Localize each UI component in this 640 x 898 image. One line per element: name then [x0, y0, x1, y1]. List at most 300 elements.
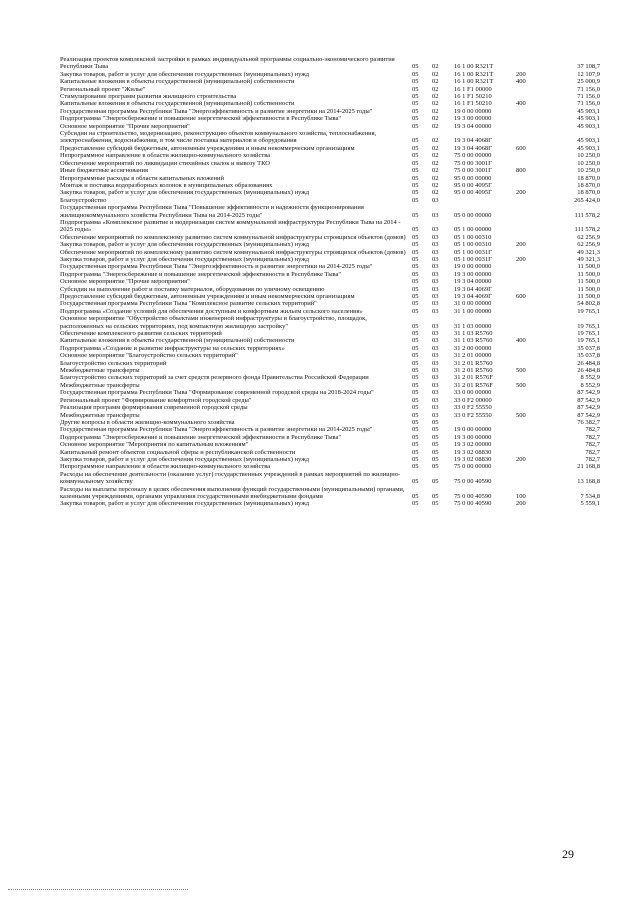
table-row [60, 167, 600, 174]
row-subsection: 05 [432, 426, 439, 434]
row-target-article: 16 1 F1 00000 [454, 85, 492, 93]
row-expense-type: 400 [516, 100, 526, 108]
row-section: 05 [412, 196, 419, 204]
row-name: Основное мероприятие "Обустройство объектами инженерной инфраструктуры и благоустройство, площадок, расположенных на сельских территориях, под компактную жилищную застройку" [60, 315, 367, 330]
row-target-article: 31 2 01 R576F [454, 381, 493, 389]
row-section: 05 [412, 418, 419, 426]
row-target-article: 19 0 00 00000 [454, 426, 492, 434]
row-name: Монтаж и поставка водоразборных колонок в муниципальных образованиях [60, 181, 273, 189]
table-row [60, 241, 600, 248]
table-row [60, 449, 600, 456]
row-section: 05 [412, 307, 419, 315]
row-section: 05 [412, 367, 419, 375]
row-amount: 782,7 [585, 448, 600, 456]
row-subsection: 03 [432, 255, 439, 263]
row-expense-type: 200 [516, 455, 526, 463]
row-amount: 54 802,8 [577, 300, 600, 308]
row-name: Капитальные вложения в объекты государственной (муниципальной) собственности [60, 100, 295, 108]
row-target-article: 05 1 00 00310 [454, 233, 492, 241]
row-expense-type: 600 [516, 293, 526, 300]
row-amount: 11 500,0 [577, 270, 600, 278]
table-row [60, 145, 600, 152]
row-amount: 782,7 [585, 433, 600, 441]
row-amount: 8 552,9 [580, 381, 600, 389]
row-name: Субсидии на строительство, модернизацию, реконструкцию объектов коммунального хозяйства, теплоснабжения, электроснабжения, водоснабжения, в том числе поставка материалов и оборудования [60, 130, 377, 145]
table-row [60, 160, 600, 167]
row-expense-type [516, 86, 544, 93]
row-target-article: 31 2 01 R5760 [454, 367, 493, 375]
row-amount: 13 168,8 [577, 478, 600, 486]
row-name: Основное мероприятие "Благоустройство сельских территорий" [60, 352, 238, 360]
budget-page [60, 56, 600, 508]
row-target-article [454, 197, 516, 204]
row-expense-type [516, 463, 544, 470]
row-name: Обеспечение мероприятий по комплексному развитию систем коммунальной инфраструктуры строящихся объектов (домов) [60, 248, 406, 256]
row-subsection: 05 [432, 448, 439, 456]
row-section: 05 [412, 107, 419, 115]
row-name: Благоустройство [60, 196, 107, 204]
row-expense-type [516, 160, 544, 167]
table-row [60, 108, 600, 115]
row-section: 05 [412, 144, 419, 152]
row-amount: 11 500,0 [577, 293, 600, 300]
row-subsection: 03 [432, 233, 439, 241]
table-row [60, 123, 600, 130]
row-amount: 12 107,9 [577, 70, 600, 78]
row-expense-type [516, 175, 544, 182]
row-name: Государственная программа Республики Тыва "Формирование современной городской среды на 2018-2024 годы" [60, 389, 374, 397]
row-name: Государственная программа Республики Тыва "Комплексное развитие сельских территорий" [60, 300, 317, 308]
row-amount: 18 870,0 [577, 174, 600, 182]
row-target-article: 31 1 03 R5760 [454, 330, 493, 338]
table-row [60, 463, 600, 470]
row-target-article: 19 3 02 08830 [454, 455, 492, 463]
row-target-article: 05 1 00 00000 [454, 226, 492, 234]
row-expense-type: 200 [516, 500, 526, 508]
row-target-article: 19 3 04 4068Г [454, 144, 492, 152]
table-row [60, 204, 600, 219]
row-section: 05 [412, 374, 419, 382]
row-subsection: 02 [432, 137, 439, 145]
row-name: Закупка товаров, работ и услуг для обеспечения государственных (муниципальных) нужд [60, 455, 310, 463]
row-amount: 19 765,1 [577, 322, 600, 330]
row-section: 05 [412, 167, 419, 175]
table-row [60, 197, 600, 204]
budget-table [60, 56, 600, 508]
row-section: 05 [412, 285, 419, 293]
row-subsection: 03 [432, 263, 439, 271]
row-subsection: 02 [432, 189, 439, 197]
row-amount: 45 903,1 [577, 144, 600, 152]
row-subsection: 03 [432, 367, 439, 375]
row-expense-type [516, 56, 544, 71]
row-expense-type: 200 [516, 189, 526, 197]
row-section: 05 [412, 270, 419, 278]
row-amount: 45 903,1 [577, 115, 600, 123]
table-row [60, 404, 600, 411]
row-subsection: 02 [432, 93, 439, 101]
row-section: 05 [412, 278, 419, 286]
table-row [60, 300, 600, 307]
table-row [60, 263, 600, 270]
row-target-article: 33 0 00 00000 [454, 389, 492, 397]
row-subsection: 03 [432, 359, 439, 367]
table-row [60, 249, 600, 256]
table-row [60, 441, 600, 448]
row-amount: 71 156,0 [577, 100, 600, 108]
row-expense-type [516, 234, 544, 241]
row-subsection: 03 [432, 278, 439, 286]
table-row [60, 78, 600, 85]
table-row [60, 419, 600, 426]
row-expense-type [516, 426, 544, 433]
row-expense-type [516, 93, 544, 100]
row-expense-type [516, 449, 544, 456]
row-target-article: 05 1 00 0031Г [454, 248, 492, 256]
row-name: Расходы на выплаты персоналу в целях обеспечения выполнения функций государственными (муниципальными) органами, казенными учреждениями, органами управления государственными внебюджетными фондами [60, 485, 405, 500]
row-expense-type [516, 471, 544, 486]
row-name: Расходы на обеспечение деятельности (оказание услуг) государственных учреждений в рамках мероприятий по жилищно-коммунальному хозяйству [60, 470, 401, 486]
row-expense-type: 500 [516, 367, 526, 375]
row-target-article: 16 1 00 R321T [454, 70, 494, 78]
row-subsection: 02 [432, 144, 439, 152]
row-section: 05 [412, 181, 419, 189]
row-expense-type [516, 345, 544, 352]
table-row [60, 382, 600, 389]
row-target-article: 31 1 00 00000 [454, 307, 492, 315]
table-row [60, 471, 600, 486]
table-row [60, 286, 600, 293]
row-expense-type [516, 404, 544, 411]
row-target-article: 75 0 00 40590 [454, 500, 492, 508]
row-name: Реализация проектов комплексной застройки в рамках индивидуальной программы социально-экономического развития Республики Тыва [60, 56, 395, 71]
row-amount: 87 542,9 [577, 396, 600, 404]
row-target-article: 75 0 00 40590 [454, 492, 492, 500]
table-row [60, 152, 600, 159]
row-section: 05 [412, 174, 419, 182]
row-name: Государственная программа Республики Тыва "Повышение эффективности и надежности функционирования жилищнокоммунального хозяйства Республики Тыва на 2014-2025 годы" [60, 204, 364, 219]
row-section: 05 [412, 100, 419, 108]
row-name: Основное мероприятие "Мероприятия по капитальным вложениям" [60, 441, 249, 449]
row-expense-type [516, 389, 544, 396]
row-expense-type [516, 130, 544, 145]
row-target-article: 16 1 F1 50210 [454, 93, 492, 101]
table-row [60, 189, 600, 196]
row-name: Основное мероприятие "Прочие мероприятия" [60, 122, 190, 130]
row-expense-type [516, 374, 544, 381]
row-expense-type [516, 204, 544, 219]
row-section: 05 [412, 211, 419, 219]
row-amount: 8 552,9 [580, 374, 600, 382]
row-name: Предоставление субсидий бюджетным, автономным учреждениям и иным некоммерческим организациям [60, 293, 355, 300]
table-row [60, 271, 600, 278]
row-expense-type [516, 397, 544, 404]
row-target-article: 19 3 04 00000 [454, 122, 492, 130]
table-row [60, 500, 600, 507]
row-section: 05 [412, 226, 419, 234]
row-subsection: 03 [432, 241, 439, 249]
row-section: 05 [412, 433, 419, 441]
row-name: Основное мероприятие "Прочие мероприятия" [60, 278, 190, 286]
row-subsection: 03 [432, 226, 439, 234]
table-row [60, 352, 600, 359]
row-name: Закупка товаров, работ и услуг для обеспечения государственных (муниципальных) нужд [60, 70, 310, 78]
row-subsection: 05 [432, 433, 439, 441]
table-row [60, 330, 600, 337]
row-section: 05 [412, 293, 419, 300]
row-expense-type [516, 315, 544, 330]
row-section: 05 [412, 492, 419, 500]
row-section: 05 [412, 300, 419, 308]
row-target-article: 05 1 00 0031Г [454, 255, 492, 263]
row-name: Реализация программ формирования современной городской среды [60, 404, 248, 412]
row-expense-type [516, 115, 544, 122]
row-name: Межбюджетные трансферты [60, 411, 140, 419]
row-amount: 10 250,0 [577, 159, 600, 167]
row-expense-type: 200 [516, 70, 526, 78]
row-target-article: 19 3 02 08830 [454, 448, 492, 456]
row-name: Непрограммное направление в области жилищно-коммунального хозяйства [60, 152, 271, 160]
row-target-article: 33 0 F2 55550 [454, 411, 492, 419]
row-expense-type [516, 434, 544, 441]
page-number: 29 [562, 847, 574, 861]
table-row [60, 397, 600, 404]
row-amount: 76 382,7 [577, 418, 600, 426]
row-section: 05 [412, 352, 419, 360]
row-expense-type [516, 263, 544, 270]
row-subsection: 05 [432, 492, 439, 500]
row-section: 05 [412, 344, 419, 352]
row-section: 05 [412, 255, 419, 263]
table-row [60, 434, 600, 441]
row-section: 05 [412, 441, 419, 449]
row-target-article: 75 0 00 3001Г [454, 159, 492, 167]
row-section: 05 [412, 70, 419, 78]
row-amount: 35 037,8 [577, 352, 600, 360]
row-expense-type: 600 [516, 144, 526, 152]
row-section: 05 [412, 337, 419, 345]
table-row [60, 256, 600, 263]
row-subsection: 03 [432, 396, 439, 404]
row-amount: 87 542,9 [577, 411, 600, 419]
row-target-article: 33 0 F2 00000 [454, 396, 492, 404]
row-subsection: 02 [432, 70, 439, 78]
row-subsection: 03 [432, 300, 439, 308]
row-target-article: 75 0 00 40590 [454, 478, 492, 486]
row-name: Государственная программа Республики Тыва "Энергоэффективность и развитие энергетики на 2014-2025 годы" [60, 426, 373, 434]
row-subsection: 03 [432, 381, 439, 389]
row-expense-type: 500 [516, 381, 526, 389]
row-name: Региональный проект "Жилье" [60, 85, 146, 93]
row-section: 05 [412, 396, 419, 404]
row-section: 05 [412, 137, 419, 145]
row-name: Подпрограмма "Энергосбережение и повышение энергетической эффективности в Республике Тыва" [60, 270, 342, 278]
table-row [60, 293, 600, 300]
row-amount: 37 108,7 [577, 63, 600, 71]
row-target-article: 19 3 00 00000 [454, 115, 492, 123]
row-target-article: 05 0 00 00000 [454, 211, 492, 219]
table-row [60, 219, 600, 234]
table-row [60, 345, 600, 352]
row-name: Закупка товаров, работ и услуг для обеспечения государственных (муниципальных) нужд [60, 189, 310, 197]
row-target-article: 31 0 00 00000 [454, 300, 492, 308]
row-name: Стимулирование программ развития жилищного строительства [60, 93, 237, 101]
row-name: Государственная программа Республики Тыва "Энергоэффективность и развитие энергетики на 2014-2025 годы" [60, 263, 373, 271]
table-row [60, 100, 600, 107]
table-row [60, 412, 600, 419]
row-target-article: 16 1 F1 50210 [454, 100, 492, 108]
row-amount: 111 578,2 [574, 211, 600, 219]
table-row [60, 389, 600, 396]
row-subsection: 02 [432, 78, 439, 86]
row-subsection: 03 [432, 330, 439, 338]
row-name: Закупка товаров, работ и услуг для обеспечения государственных (муниципальных) нужд [60, 255, 310, 263]
row-section: 05 [412, 455, 419, 463]
row-subsection: 05 [432, 441, 439, 449]
table-row [60, 115, 600, 122]
row-amount: 7 534,8 [580, 492, 600, 500]
row-target-article: 33 0 F2 55550 [454, 404, 492, 412]
row-name: Подпрограмма "Энергосбережение и повышение энергетической эффективности в Республике Тыва" [60, 433, 342, 441]
row-subsection: 05 [432, 478, 439, 486]
table-row [60, 56, 600, 71]
row-section: 05 [412, 478, 419, 486]
row-subsection: 05 [432, 455, 439, 463]
footer-rule [8, 889, 188, 890]
row-section: 05 [412, 463, 419, 471]
row-amount: 35 037,8 [577, 344, 600, 352]
row-name: Непрограммные расходы в области капитальных вложений [60, 174, 224, 182]
row-subsection: 03 [432, 411, 439, 419]
row-subsection: 02 [432, 63, 439, 71]
row-amount: 45 903,1 [577, 137, 600, 145]
row-expense-type [516, 360, 544, 367]
table-row [60, 93, 600, 100]
row-amount: 19 765,1 [577, 330, 600, 338]
row-subsection: 02 [432, 152, 439, 160]
row-subsection: 05 [432, 463, 439, 471]
row-expense-type [516, 352, 544, 359]
row-amount: 782,7 [585, 455, 600, 463]
row-target-article: 19 3 02 00000 [454, 441, 492, 449]
table-row [60, 360, 600, 367]
row-amount: 87 542,9 [577, 404, 600, 412]
row-subsection: 03 [432, 196, 439, 204]
row-section: 05 [412, 241, 419, 249]
row-subsection: 02 [432, 122, 439, 130]
row-amount: 11 500,0 [577, 278, 600, 286]
row-target-article: 19 3 00 00000 [454, 433, 492, 441]
row-expense-type [516, 330, 544, 337]
table-row [60, 486, 600, 501]
row-name: Благоустройство сельских территорий [60, 359, 167, 367]
row-section: 05 [412, 248, 419, 256]
row-expense-type [516, 219, 544, 234]
row-name: Подпрограмма «Создание условий для обеспечения доступным и комфортным жильем сельского населения» [60, 307, 363, 315]
row-subsection: 02 [432, 167, 439, 175]
row-subsection: 03 [432, 404, 439, 412]
table-row [60, 374, 600, 381]
row-expense-type [516, 419, 544, 426]
row-name: Обеспечение комплексного развития сельских территорий [60, 330, 222, 338]
row-subsection: 03 [432, 344, 439, 352]
row-name: Непрограммное направление в области жилищно-коммунального хозяйства [60, 463, 271, 471]
row-subsection: 03 [432, 270, 439, 278]
row-subsection: 03 [432, 211, 439, 219]
row-target-article: 31 1 03 00000 [454, 322, 492, 330]
table-row [60, 278, 600, 285]
row-section: 05 [412, 233, 419, 241]
row-section: 05 [412, 263, 419, 271]
row-amount: 5 559,1 [580, 500, 600, 508]
row-name: Иные бюджетные ассигнования [60, 167, 149, 175]
row-section: 05 [412, 411, 419, 419]
row-section: 05 [412, 63, 419, 71]
row-expense-type [516, 249, 544, 256]
row-target-article: 19 0 00 00000 [454, 107, 492, 115]
row-amount: 71 156,0 [577, 85, 600, 93]
row-target-article: 75 0 00 00000 [454, 463, 492, 471]
row-target-article: 75 0 00 3001Г [454, 167, 492, 175]
row-amount: 111 578,2 [574, 226, 600, 234]
row-amount: 45 903,1 [577, 122, 600, 130]
row-target-article [454, 419, 516, 426]
row-amount: 11 500,0 [577, 263, 600, 271]
row-subsection: 02 [432, 159, 439, 167]
row-subsection: 03 [432, 248, 439, 256]
row-name: Подпрограмма «Комплексное развитие и модернизация систем коммунальной инфраструктуры Республики Тыва на 2014 - 2025 годы» [60, 218, 401, 234]
row-subsection: 03 [432, 389, 439, 397]
row-subsection: 02 [432, 174, 439, 182]
row-amount: 10 250,0 [577, 152, 600, 160]
table-row [60, 308, 600, 315]
row-amount: 11 500,0 [577, 285, 600, 293]
row-expense-type: 400 [516, 337, 526, 345]
row-amount: 26 484,8 [577, 367, 600, 375]
row-amount: 26 484,8 [577, 359, 600, 367]
row-expense-type [516, 182, 544, 189]
row-expense-type: 500 [516, 411, 526, 419]
row-name: Субсидии на выполнение работ и поставку материалов, оборудования по уличному освещению [60, 285, 325, 293]
row-target-article: 16 1 00 R321T [454, 63, 494, 71]
row-section: 05 [412, 381, 419, 389]
row-expense-type [516, 197, 544, 204]
row-subsection: 03 [432, 337, 439, 345]
row-target-article: 31 1 03 R5760 [454, 337, 493, 345]
row-amount: 87 542,9 [577, 389, 600, 397]
row-target-article: 75 0 00 00000 [454, 152, 492, 160]
row-amount: 782,7 [585, 441, 600, 449]
row-name: Межбюджетные трансферты [60, 367, 140, 375]
row-target-article: 19 3 04 4069Г [454, 285, 492, 293]
row-section: 05 [412, 93, 419, 101]
row-expense-type [516, 271, 544, 278]
row-target-article: 95 0 00 00000 [454, 174, 492, 182]
row-expense-type: 200 [516, 255, 526, 263]
row-target-article: 19 0 00 00000 [454, 263, 492, 271]
row-section: 05 [412, 189, 419, 197]
row-target-article: 31 2 00 00000 [454, 344, 492, 352]
row-amount: 19 765,1 [577, 337, 600, 345]
table-row [60, 367, 600, 374]
row-expense-type [516, 108, 544, 115]
row-name: Капитальные вложения в объекты государственной (муниципальной) собственности [60, 78, 295, 86]
row-amount: 45 903,1 [577, 107, 600, 115]
row-expense-type [516, 278, 544, 285]
row-target-article: 31 2 01 00000 [454, 352, 492, 360]
row-target-article: 05 1 00 00310 [454, 241, 492, 249]
row-amount: 19 765,1 [577, 307, 600, 315]
